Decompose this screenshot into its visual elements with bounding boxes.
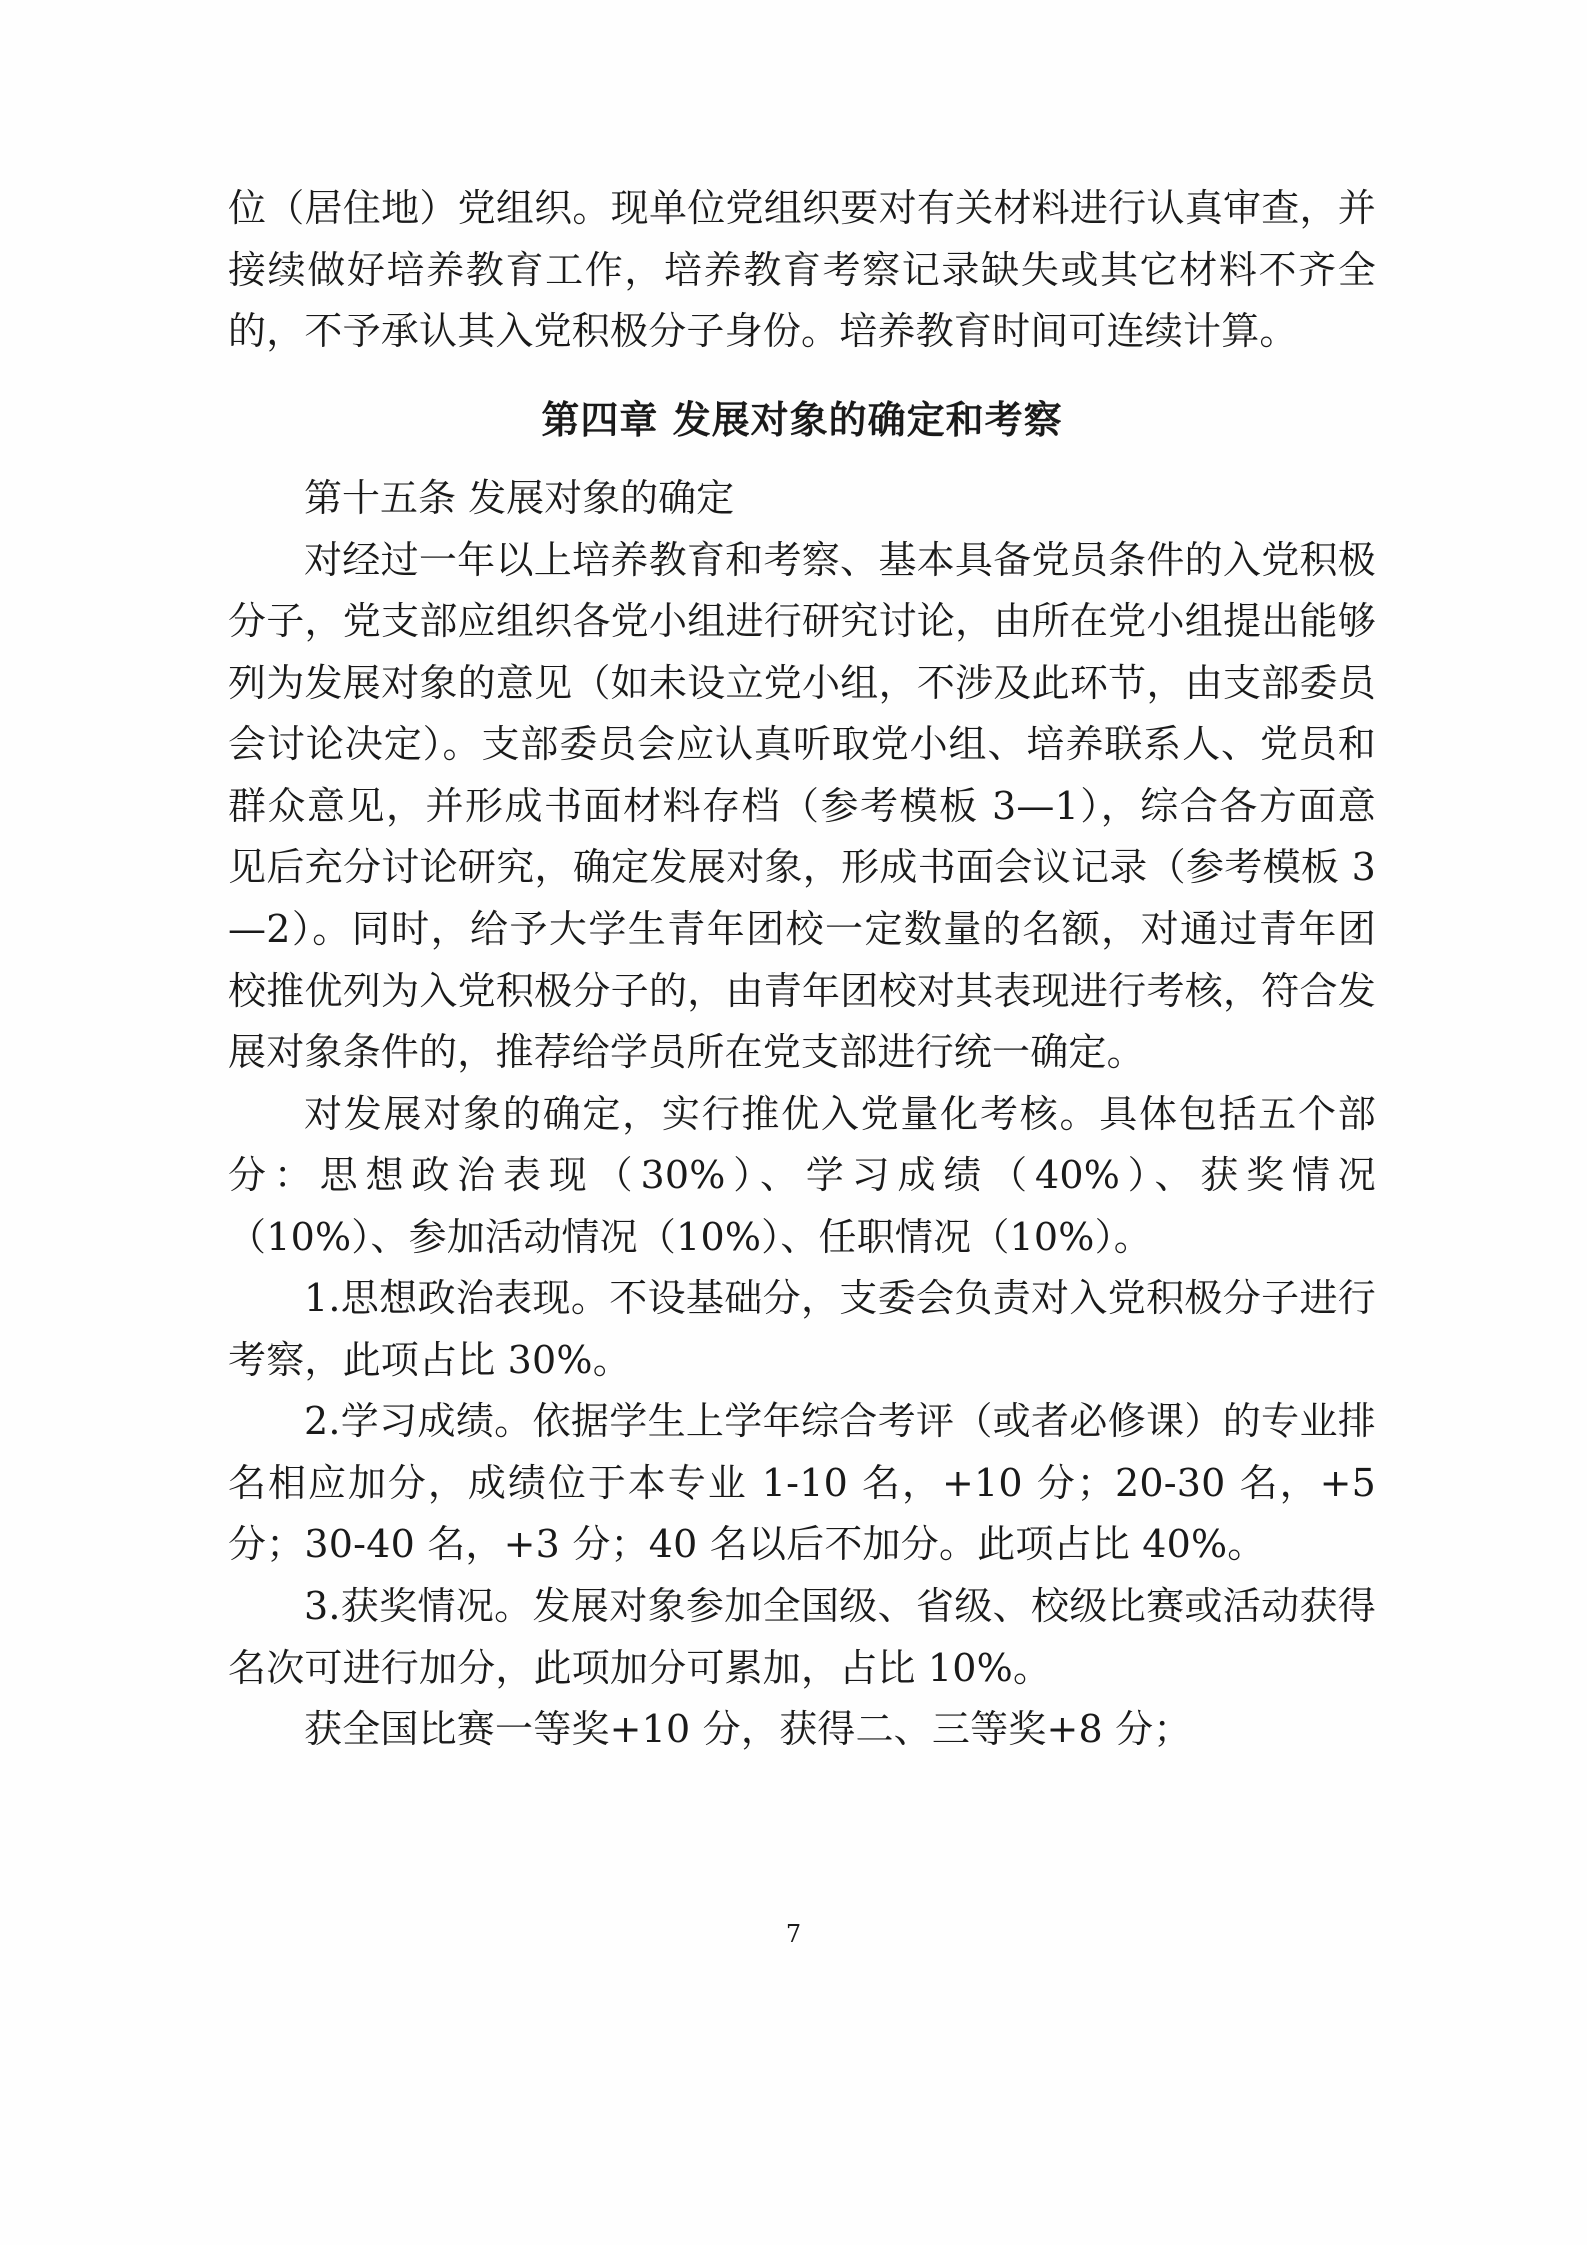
page-number: 7 xyxy=(785,1920,802,1948)
paragraph-6: 获全国比赛一等奖+10 分，获得二、三等奖+8 分； xyxy=(304,1707,1192,1752)
page-content xyxy=(228,178,1376,1761)
paragraph-1: 对经过一年以上培养教育和考察、基本具备党员条件的入党积极分子，党支部应组织各党小组进行研究讨论，由所在党小组提出能够列为发展对象的意见（如未设立党小组，不涉及此环节，由支部委员会讨论决定）。支部委员会应认真听取党小组、培养联系人、党员和群众意见，并形成书面材料存档（参考模板 3—1），综合各方面意见后充分讨论研究，确定发展对象，形成书面会议记录（参考模板 3—2）。同时，给予大学生青年团校一定数量的名额，对通过青年团校推优列为入党积极分子的，由青年团校对其表现进行考核，符合发展对象条件的，推荐给学员所在党支部进行统一确定。 xyxy=(228,537,1376,1075)
paragraph-5: 3.获奖情况。发展对象参加全国级、省级、校级比赛或活动获得名次可进行加分，此项加分可累加，占比 10%。 xyxy=(228,1584,1376,1690)
section-heading: 第十五条 发展对象的确定 xyxy=(304,476,735,521)
chapter-heading: 第四章 发展对象的确定和考察 xyxy=(541,396,1063,442)
paragraph-3: 1.思想政治表现。不设基础分，支委会负责对入党积极分子进行考察，此项占比 30%。 xyxy=(228,1276,1376,1382)
paragraph-continued: 位（居住地）党组织。现单位党组织要对有关材料进行认真审查，并接续做好培养教育工作，培养教育考察记录缺失或其它材料不齐全的，不予承认其入党积极分子身份。培养教育时间可连续计算。 xyxy=(228,186,1376,354)
paragraph-2: 对发展对象的确定，实行推优入党量化考核。具体包括五个部分：思想政治表现（30%）、学习成绩（40%）、获奖情况（10%）、参加活动情况（10%）、任职情况（10%）。 xyxy=(228,1091,1376,1259)
paragraph-4: 2.学习成绩。依据学生上学年综合考评（或者必修课）的专业排名相应加分，成绩位于本专业 1-10 名，+10 分；20-30 名，+5 分；30-40 名，+3 分；40 名以后不加分。此项占比 40%。 xyxy=(228,1399,1376,1567)
